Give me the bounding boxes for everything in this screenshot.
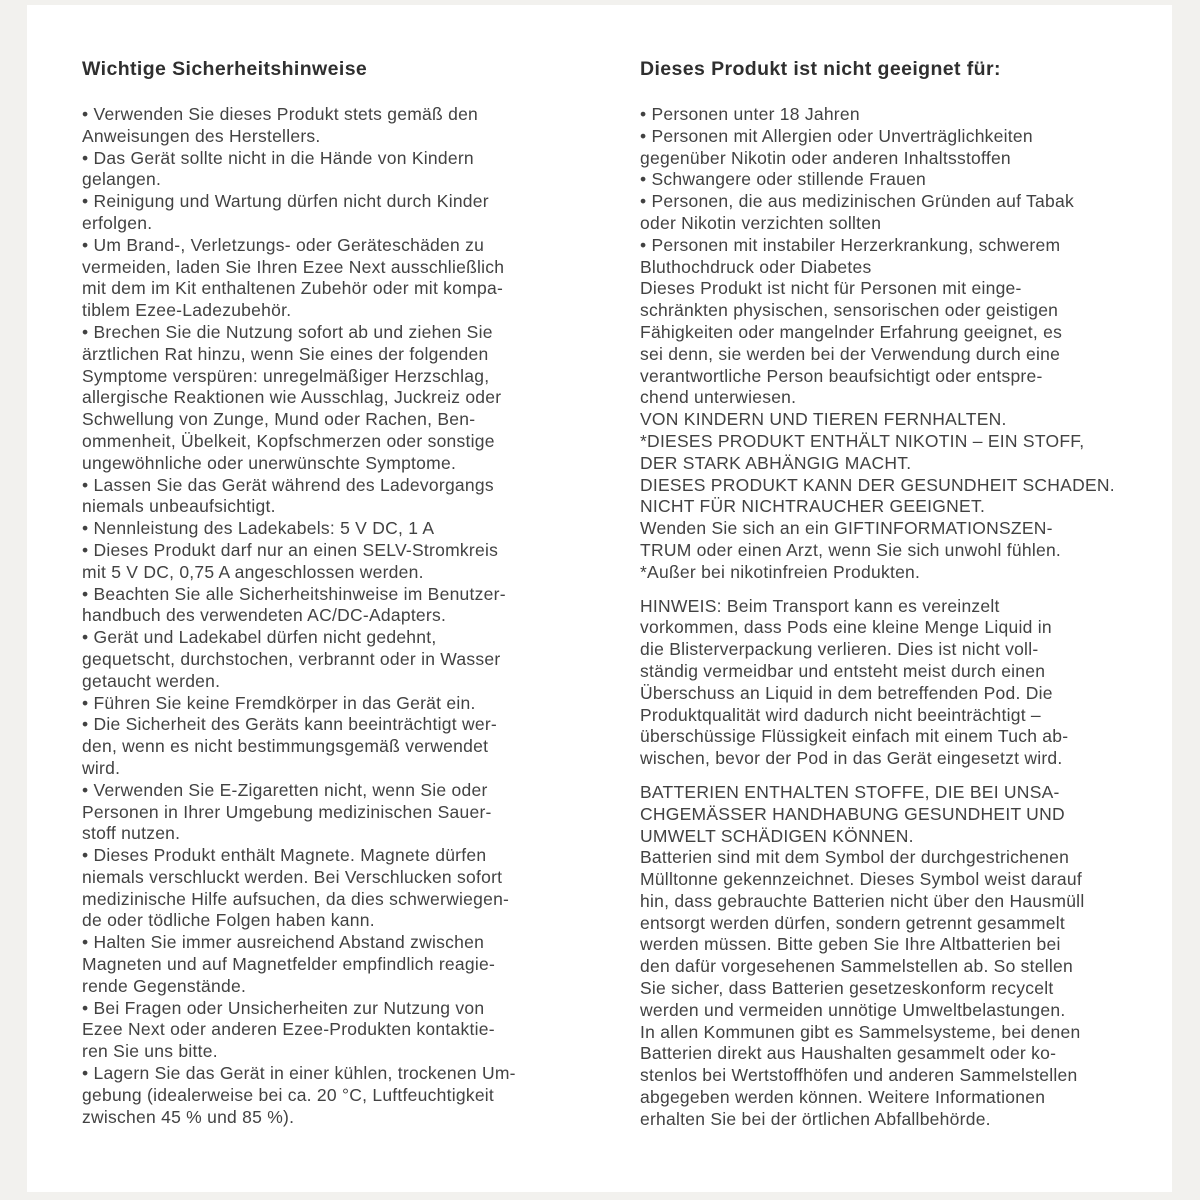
text-line: stoff nutzen. [82,823,181,844]
text-line: • Beachten Sie alle Sicherheitshinweise im Benutzer- [82,583,506,604]
text-line: • Halten Sie immer ausreichend Abstand zwischen [82,932,485,953]
text-line: Wenden Sie sich an ein GIFTINFORMATIONSZEN- [640,518,1053,539]
text-line: • Dieses Produkt enthält Magnete. Magnete dürfen [82,845,487,866]
text-line: entsorgt werden dürfen, sondern getrennt gesammelt [640,912,1065,933]
text-line: niemals unbeaufsichtigt. [82,496,276,517]
text-line: TRUM oder einen Arzt, wenn Sie sich unwohl fühlen. [640,539,1062,560]
text-line: • Verwenden Sie dieses Produkt stets gemäß den [82,104,479,124]
text-line: mit dem im Kit enthaltenen Zubehör oder mit kompa- [82,278,504,299]
text-line: gebung (idealerweise bei ca. 20 °C, Luftfeuchtigkeit [82,1084,495,1105]
text-line: vorkommen, dass Pods eine kleine Menge Liquid in [640,617,1052,638]
text-line: Ezee Next oder anderen Ezee-Produkten kontaktie- [82,1019,495,1040]
text-line: verantwortliche Person beaufsichtigt oder entspre- [640,365,1043,386]
text-line: Überschuss an Liquid in dem betreffenden Pod. Die [640,682,1053,703]
text-line: hin, dass gebrauchte Batterien nicht über den Hausmüll [640,890,1085,911]
text-line: • Personen, die aus medizinischen Gründen auf Tabak [640,191,1074,212]
text-line: de oder tödliche Folgen haben kann. [82,910,375,931]
text-line: • Reinigung und Wartung dürfen nicht durch Kinder [82,191,489,212]
text-line: • Schwangere oder stillende Frauen [640,169,927,190]
text-line: ommenheit, Übelkeit, Kopfschmerzen oder sonstige [82,430,495,451]
text-line: wird. [82,757,121,778]
text-line: • Bei Fragen oder Unsicherheiten zur Nutzung von [82,997,485,1018]
text-line: • Führen Sie keine Fremdkörper in das Gerät ein. [82,692,476,713]
text-line: vermeiden, laden Sie Ihren Ezee Next ausschließlich [82,256,505,277]
text-line: Dieses Produkt ist nicht für Personen mit einge- [640,278,1022,299]
text-line: gegenüber Nikotin oder anderen Inhaltsstoffen [640,147,1011,168]
text-line: DER STARK ABHÄNGIG MACHT. [640,452,912,473]
text-line: BATTERIEN ENTHALTEN STOFFE, DIE BEI UNSA- [640,781,1060,802]
text-line: stenlos bei Wertstoffhöfen und anderen Sammelstellen [640,1065,1078,1086]
text-line: erhalten Sie bei der örtlichen Abfallbehörde. [640,1108,991,1129]
document-page [27,5,1172,1192]
text-line: schränkten physischen, sensorischen oder geistigen [640,300,1059,321]
text-line: Symptome verspüren: unregelmäßiger Herzschlag, [82,365,490,386]
text-line: • Lassen Sie das Gerät während des Ladevorgangs [82,474,494,495]
text-line: allergische Reaktionen wie Ausschlag, Juckreiz oder [82,387,502,408]
text-line [640,770,1127,782]
text-line: getaucht werden. [82,670,221,691]
text-line: • Personen mit instabiler Herzerkrankung, schwerem [640,234,1061,255]
text-line: • Verwenden Sie E-Zigaretten nicht, wenn Sie oder [82,779,488,800]
text-line [640,584,1127,596]
text-line: Sie sicher, dass Batterien gesetzeskonform recycelt [640,978,1054,999]
text-line: rende Gegenstände. [82,975,247,996]
text-line: Personen in Ihrer Umgebung medizinischen Sauer- [82,801,492,822]
text-line: *DIESES PRODUKT ENTHÄLT NIKOTIN – EIN STOFF, [640,430,1085,451]
text-line: Schwellung von Zunge, Mund oder Rachen, Ben- [82,409,476,430]
text-line: werden und vermeiden unnötige Umweltbelastungen. [640,999,1066,1020]
text-line: Bluthochdruck oder Diabetes [640,256,872,277]
text-line: • Gerät und Ladekabel dürfen nicht gedehnt, [82,627,437,648]
text-line: werden müssen. Bitte geben Sie Ihre Altbatterien bei [640,934,1061,955]
text-line: abgegeben werden können. Weitere Informationen [640,1087,1046,1108]
text-line: • Personen mit Allergien oder Unverträglichkeiten [640,125,1033,146]
suitability-text-lines [640,104,1127,1131]
text-line: Fähigkeiten oder mangelnder Erfahrung geeignet, es [640,321,1063,342]
text-line: gelangen. [82,169,162,190]
text-line: • Die Sicherheit des Geräts kann beeinträchtigt wer- [82,714,498,735]
two-column-layout [82,57,1172,1131]
text-line: sei denn, sie werden bei der Verwendung durch eine [640,343,1061,364]
text-line: ren Sie uns bitte. [82,1041,218,1062]
text-line: Batterien direkt aus Haushalten gesammelt oder ko- [640,1043,1057,1064]
text-line: handbuch des verwendeten AC/DC-Adapters. [82,605,447,626]
safety-column [82,57,569,1131]
text-line: den, wenn es nicht bestimmungsgemäß verwendet [82,736,489,757]
text-line: NICHT FÜR NICHTRAUCHER GEEIGNET. [640,496,986,517]
text-line: VON KINDERN UND TIEREN FERNHALTEN. [640,409,1007,430]
text-line: ständig vermeidbar und entsteht meist durch einen [640,660,1046,681]
text-line: die Blisterverpackung verlieren. Dies ist nicht voll- [640,639,1039,660]
text-line: chend unterwiesen. [640,387,797,408]
text-line: wischen, bevor der Pod in das Gerät eingesetzt wird. [640,748,1063,769]
text-line: • Nennleistung des Ladekabels: 5 V DC, 1 A [82,518,435,539]
text-line: Mülltonne gekennzeichnet. Dieses Symbol weist darauf [640,869,1082,890]
text-line: • Personen unter 18 Jahren [640,104,860,124]
text-line: DIESES PRODUKT KANN DER GESUNDHEIT SCHADEN. [640,474,1115,495]
suitability-column [640,57,1127,1131]
text-line: überschüssige Flüssigkeit einfach mit einem Tuch ab- [640,726,1069,747]
text-line: den dafür vorgesehenen Sammelstellen ab. So stellen [640,956,1074,977]
text-line: • Brechen Sie die Nutzung sofort ab und ziehen Sie [82,321,493,342]
text-line: ungewöhnliche oder unerwünschte Symptome. [82,452,457,473]
text-line: niemals verschluckt werden. Bei Verschlucken sofort [82,866,503,887]
text-line: ärztlichen Rat hinzu, wenn Sie eines der folgenden [82,343,489,364]
text-line: mit 5 V DC, 0,75 A angeschlossen werden. [82,561,424,582]
text-line: oder Nikotin verzichten sollten [640,212,882,233]
text-line: • Lagern Sie das Gerät in einer kühlen, trockenen Um- [82,1063,516,1084]
text-line: Anweisungen des Herstellers. [82,125,321,146]
safety-text-lines [82,104,569,1128]
text-line: *Außer bei nikotinfreien Produkten. [640,561,921,582]
text-line: • Das Gerät sollte nicht in die Hände von Kindern [82,147,474,168]
text-line: medizinische Hilfe aufsuchen, da dies schwerwiegen- [82,888,510,909]
text-line: HINWEIS: Beim Transport kann es vereinzelt [640,595,1000,616]
suitability-heading: Dieses Produkt ist nicht geeignet für: [640,58,1001,80]
text-line: • Um Brand-, Verletzungs- oder Geräteschäden zu [82,234,485,255]
text-line: Batterien sind mit dem Symbol der durchgestrichenen [640,847,1070,868]
text-line: tiblem Ezee-Ladezubehör. [82,300,292,321]
text-line: CHGEMÄSSER HANDHABUNG GESUNDHEIT UND [640,803,1065,824]
text-line: • Dieses Produkt darf nur an einen SELV-Stromkreis [82,539,499,560]
text-line: zwischen 45 % und 85 %). [82,1106,295,1127]
text-line: In allen Kommunen gibt es Sammelsysteme, bei denen [640,1021,1081,1042]
safety-heading: Wichtige Sicherheitshinweise [82,58,368,80]
text-line: UMWELT SCHÄDIGEN KÖNNEN. [640,825,914,846]
text-line: Produktqualität wird dadurch nicht beeinträchtigt – [640,704,1041,725]
text-line: gequetscht, durchstochen, verbrannt oder in Wasser [82,648,501,669]
text-line: Magneten und auf Magnetfelder empfindlich reagie- [82,954,496,975]
text-line: erfolgen. [82,212,153,233]
